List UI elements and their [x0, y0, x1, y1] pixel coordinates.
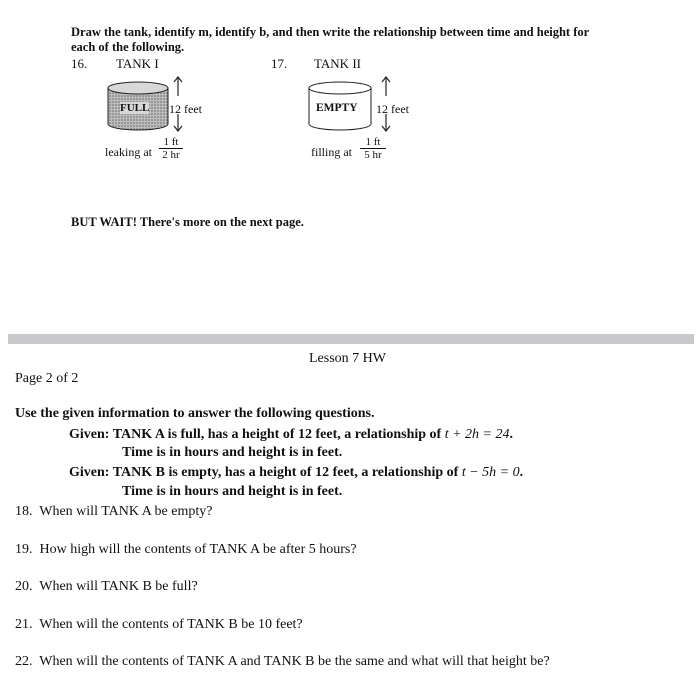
question-18: [15, 504, 212, 520]
tank-2-rate-numerator: 1 ft: [365, 136, 381, 148]
question-21: [15, 617, 303, 633]
given-b-equation: t − 5h = 0: [461, 465, 520, 480]
question-19-text: How high will the contents of TANK A be after 5 hours?: [39, 542, 357, 557]
question-22-number: 22.: [15, 654, 33, 669]
given-a-equation: t + 2h = 24: [444, 427, 510, 442]
question-20-text: When will TANK B be full?: [39, 579, 198, 594]
instruction-line-2: each of the following.: [71, 40, 185, 54]
instruction-line-1: Draw the tank, identify m, identify b, and then write the relationship between time and height for: [71, 25, 590, 39]
question-19: [15, 542, 357, 558]
tank-1-height-label: 12 feet: [169, 102, 202, 116]
question-22: [15, 654, 550, 670]
question-18-text: When will TANK A be empty?: [39, 504, 213, 519]
questions-intro: Use the given information to answer the following questions.: [15, 406, 375, 421]
page-divider: [8, 334, 694, 344]
tank-1-rate-numerator: 1 ft: [163, 136, 179, 148]
given-a-end: .: [509, 427, 514, 442]
question-21-number: 21.: [15, 617, 33, 632]
tank-2-height-label: 12 feet: [376, 102, 409, 116]
problem-16-title: TANK I: [116, 56, 159, 71]
lesson-title: Lesson 7 HW: [309, 351, 386, 366]
tank-2-state-label: EMPTY: [316, 102, 358, 114]
tank-2-rate-fraction: [360, 136, 386, 161]
question-21-text: When will the contents of TANK B be 10 feet?: [39, 617, 303, 632]
given-a-label: Given:: [69, 427, 110, 442]
tank-1-rate-label: leaking at: [105, 145, 152, 159]
tank-1-state-label: FULL: [120, 102, 150, 114]
question-20: [15, 579, 198, 595]
question-22-text: When will the contents of TANK A and TANK B be the same and what will that height be?: [39, 654, 550, 669]
tank-2-rate-denominator: 5 hr: [360, 148, 386, 161]
question-20-number: 20.: [15, 579, 33, 594]
problem-17-number: 17.: [271, 56, 288, 71]
given-b-end: .: [519, 465, 524, 480]
given-b-units: Time is in hours and height is in feet.: [122, 484, 343, 499]
tank-2-rate-label: filling at: [311, 145, 352, 159]
problem-16-number: 16.: [71, 56, 88, 71]
page-number: Page 2 of 2: [15, 371, 79, 386]
but-wait-note: BUT WAIT! There's more on the next page.: [71, 215, 304, 229]
given-b-text: TANK B is empty, has a height of 12 feet, a relationship of: [112, 465, 459, 480]
tank-1-rate-fraction: [159, 136, 183, 161]
question-19-number: 19.: [15, 542, 33, 557]
problem-17-title: TANK II: [314, 56, 361, 71]
given-a-units: Time is in hours and height is in feet.: [122, 445, 343, 460]
question-18-number: 18.: [15, 504, 33, 519]
tank-1-rate-denominator: 2 hr: [159, 148, 183, 161]
given-a: [69, 427, 513, 443]
given-a-text: TANK A is full, has a height of 12 feet, a relationship of: [112, 427, 442, 442]
given-b: [69, 465, 523, 481]
given-b-label: Given:: [69, 465, 110, 480]
